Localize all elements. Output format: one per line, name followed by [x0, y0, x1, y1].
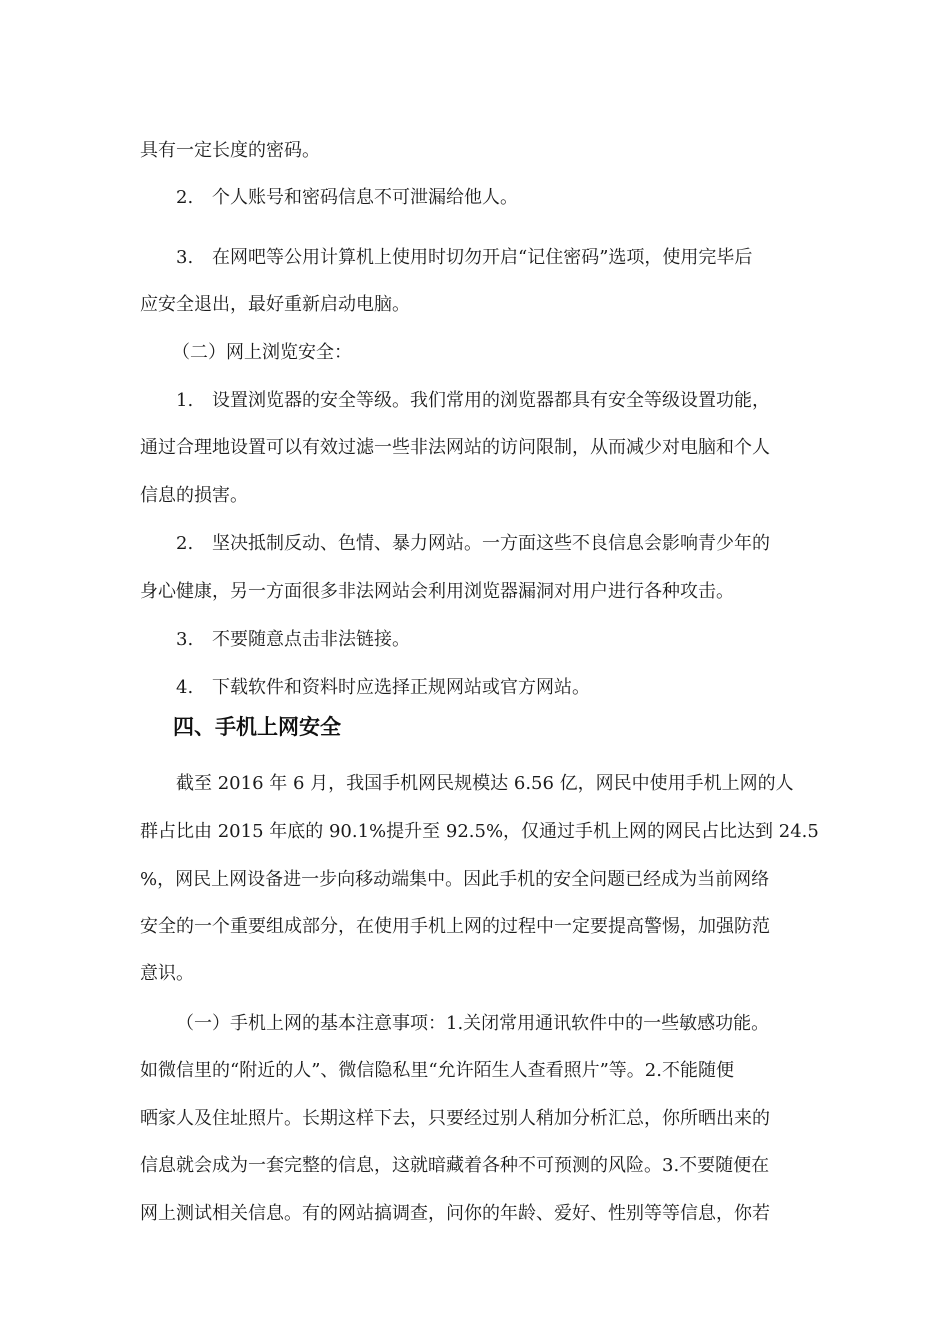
list-text: 设置浏览器的安全等级。我们常用的浏览器都具有安全等级设置功能， [212, 390, 770, 411]
browse-item-3 [176, 628, 410, 652]
section4-para1-line1: 截至 2016 年 6 月，我国手机网民规模达 6.56 亿，网民中使用手机上网的人 [176, 773, 794, 794]
list-text: 坚决抵制反动、色情、暴力网站。一方面这些不良信息会影响青少年的 [212, 533, 770, 554]
list-text: 不要随意点击非法链接。 [212, 629, 410, 650]
list-text: 个人账号和密码信息不可泄漏给他人。 [212, 187, 518, 208]
section4-para2-line4: 信息就会成为一套完整的信息，这就暗藏着各种不可预测的风险。3.不要随便在 [140, 1155, 770, 1176]
section4-para1-line2: 群占比由 2015 年底的 90.1%提升至 92.5%，仅通过手机上网的网民占比达到 24.5 [140, 821, 819, 842]
list-text: 在网吧等公用计算机上使用时切勿开启“记住密码”选项，使用完毕后 [212, 247, 753, 268]
section4-para2-line1: （一）手机上网的基本注意事项：1.关闭常用通讯软件中的一些敏感功能。 [176, 1013, 770, 1034]
list-item-2 [176, 186, 518, 210]
list-number: 4. [176, 677, 194, 698]
section4-para1-line4: 安全的一个重要组成部分，在使用手机上网的过程中一定要提高警惕，加强防范 [140, 916, 770, 937]
section4-para2-line2: 如微信里的“附近的人”、微信隐私里“允许陌生人查看照片”等。2.不能随便 [140, 1060, 734, 1081]
browse-item-2-line2: 身心健康，另一方面很多非法网站会利用浏览器漏洞对用户进行各种攻击。 [140, 581, 734, 602]
list-text: 下载软件和资料时应选择正规网站或官方网站。 [212, 677, 590, 698]
section4-para1-line3: %，网民上网设备进一步向移动端集中。因此手机的安全问题已经成为当前网络 [140, 869, 770, 890]
browse-item-1 [176, 389, 770, 413]
section4-para1-line5: 意识。 [140, 963, 194, 984]
section-heading: 四、手机上网安全 [173, 715, 341, 739]
list-number: 2. [176, 187, 194, 208]
browse-item-4 [176, 676, 590, 700]
list-number: 1. [176, 390, 194, 411]
list-number: 3. [176, 247, 194, 268]
section4-para2-line5: 网上测试相关信息。有的网站搞调查，问你的年龄、爱好、性别等等信息，你若 [140, 1203, 770, 1224]
section4-para2-line3: 晒家人及住址照片。长期这样下去，只要经过别人稍加分析汇总，你所晒出来的 [140, 1108, 770, 1129]
browse-item-1-line3: 信息的损害。 [140, 485, 248, 506]
browse-item-1-line2: 通过合理地设置可以有效过滤一些非法网站的访问限制，从而减少对电脑和个人 [140, 437, 770, 458]
browse-item-2 [176, 532, 770, 556]
subsection-title: （二）网上浏览安全： [172, 342, 352, 363]
list-item-3 [176, 246, 752, 270]
paragraph-tail: 具有一定长度的密码。 [140, 140, 320, 161]
list-number: 2. [176, 533, 194, 554]
list-item-3-continued: 应安全退出，最好重新启动电脑。 [140, 294, 410, 315]
list-number: 3. [176, 629, 194, 650]
